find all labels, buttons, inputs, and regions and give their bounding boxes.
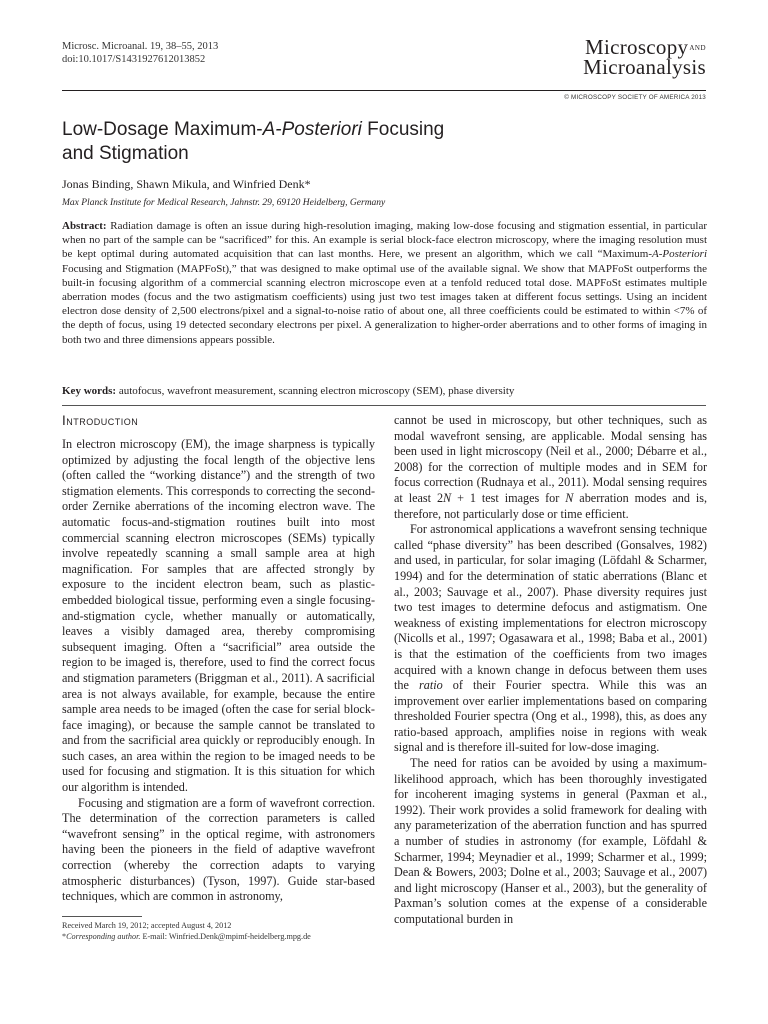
keywords-label: Key words: — [62, 385, 117, 397]
abstract-text-italic: A-Posteriori — [652, 248, 707, 261]
abstract-label: Abstract: — [62, 220, 107, 232]
paragraph — [394, 413, 707, 522]
corresponding-author — [62, 932, 311, 943]
journal-logo — [526, 35, 706, 79]
abstract-text-1: Radiation damage is often an issue during high-resolution imaging, making low-dose focusing and stigmation essential, in particular when no part of the sample can be “sacrificed” for this. An example is serial block-face electron microscopy, where the imaging resolution must be kept optimal during automated acquisition that can last months. Here, we present an algorithm, which we call “Maximum- — [62, 220, 707, 261]
paper-title — [62, 118, 662, 166]
received-date: Received March 19, 2012; accepted August 4, 2012 — [62, 921, 232, 930]
left-column — [62, 437, 375, 905]
title-part-1: Low-Dosage Maximum- — [62, 119, 263, 140]
journal-reference: Microsc. Microanal. 19, 38–55, 2013 — [62, 41, 219, 52]
logo-line-2: Microanalysis — [583, 55, 706, 79]
right-column — [394, 413, 707, 928]
text-run: + 1 test images for — [451, 490, 566, 505]
math-var: N — [443, 490, 452, 505]
footnote-rule — [62, 916, 142, 917]
title-line-2: and Stigmation — [62, 143, 189, 164]
logo-word-microscopy: Microscopy — [585, 35, 689, 59]
text-run: of their Fourier spectra. While this was an improvement over earlier implementations based on comparing thresholded Fourier spectra (Ong et al., 1998), this, as does any ratio-based approach, amplifies noise in regions with weak signal and is therefore ill-suited for low-dose imaging. — [394, 678, 708, 755]
paragraph — [394, 522, 707, 756]
copyright: © MICROSCOPY SOCIETY OF AMERICA 2013 — [564, 94, 706, 101]
section-heading-introduction: Introduction — [62, 413, 139, 428]
abstract — [62, 219, 707, 347]
text-run: aberration modes and is, therefore, not particularly dose or time efficient. — [394, 490, 708, 521]
doi: doi:10.1017/S1431927612013852 — [62, 54, 206, 65]
header-rule — [62, 90, 706, 91]
paragraph: In electron microscopy (EM), the image sharpness is typically optimized by adjusting the focal length of the objective lens (often called the “working distance”) and the strength of two stigmation elements. This corresponds to correcting the second-order Zernike aberrations of the incoming electron wave. The automatic focus-and-stigmation routines built into most commercial scanning electron microscopes (SEMs) typically involve repeatedly scanning a small sample area at high magnification. For samples that are affected strongly by exposure to the incident electron beam, such as plastic-embedded biological tissue, performing even a single focusing-and-stigmation cycle, whether manually or automatically, leaves a visibly damaged area, thereby compromising subsequent imaging. Often a “sacrificial” area outside the region to be imaged is, therefore, used to find the correct focus and stigmation parameters (Briggman et al., 2011). A sacrificial area is not always available, for example, because the entire sample area needs to be imaged (often the case for serial block-face imaging), or because the sample cannot be translated to and from the sacrificial area quickly or reproducibly enough. In such cases, an area within the region to be imaged needs to be used for focusing and stigmation. It is this situation for which our algorithm is intended. — [62, 437, 375, 795]
text-run: For astronomical applications a wavefront sensing technique called “phase diversity” has been described (Gonsalves, 1982) and used, in particular, for solar imaging (Löfdahl & Scharmer, 1994) and for the determination of static aberrations (Blanc et al., 2003; Sauvage et al., 2007). Phase diversity requires just two test images to determine defocus and astigmatism. One weakness of existing implementations for electron microscopy (Nicolls et al., 1997; Ogasawara et al., 1998; Baba et al., 2001) is that the estimation of the coefficients from two images acquired with a known change in defocus between them uses the — [394, 522, 707, 693]
text-run: cannot be used in microscopy, but other techniques, such as modal wavefront sensing, are applicable. Modal sensing has been used in light microscopy (Neil et al., 2000; Débarre et al., 2008) for the correction of multiple modes and in SEM for focus correction (Rudnaya et al., 2011). Modal sensing requires at least 2 — [394, 413, 707, 505]
corresponding-label: Corresponding author. — [66, 931, 141, 941]
title-part-2: A-Posteriori — [262, 119, 362, 140]
abstract-text-2: Focusing and Stigmation (MAPFoSt),” that was designed to make optimal use of the available signal. We show that MAPFoSt outperforms the built-in focusing algorithm of a commercial scanning electron microscope even at a tenfold reduced total dose. MAPFoSt estimates multiple aberration modes (focus and the two astigmatism coefficients) using just two test images taken at different focus settings. Using an incident electron dose density of 2,500 electrons/pixel and a signal-to-noise ratio of about one, all three coefficients could be estimated to within <7% of the depth of focus, using 19 detected secondary electrons per pixel. A generalization to higher-order aberrations and to other forms of imaging in both two and three dimensions appears possible. — [62, 262, 707, 346]
title-part-3: Focusing — [361, 119, 445, 140]
footnote-mark: * — [62, 931, 67, 941]
keywords-text: autofocus, wavefront measurement, scanning electron microscopy (SEM), phase diversity — [116, 385, 515, 397]
paragraph: The need for ratios can be avoided by using a maximum-likelihood approach, which has been thoroughly investigated for incoherent imaging systems in general (Paxman et al., 1992). Their work provides a solid framework for dealing with any parameterization of the aberration function and has spurred a number of studies in astronomy (for example, Löfdahl & Scharmer, 1994; Meynadier et al., 1999; Scharmer et al., 1999; Dean & Bowers, 2003; Dolne et al., 2003; Sauvage et al., 2007) and light microscopy (Hanser et al., 2003), but the generality of Paxman’s solution comes at the expense of a considerable computational burden in — [394, 756, 707, 926]
corresponding-email: E-mail: Winfried.Denk@mpimf-heidelberg.mpg.de — [140, 931, 311, 941]
logo-and: AND — [689, 44, 706, 52]
keywords-rule — [62, 405, 706, 406]
authors: Jonas Binding, Shawn Mikula, and Winfried Denk* — [62, 177, 311, 191]
footnotes — [62, 921, 311, 943]
emphasis: ratio — [419, 678, 443, 693]
math-var: N — [565, 490, 574, 505]
affiliation: Max Planck Institute for Medical Research, Jahnstr. 29, 69120 Heidelberg, Germany — [62, 198, 386, 208]
journal-meta — [62, 40, 218, 66]
keywords — [62, 384, 707, 398]
paragraph: Focusing and stigmation are a form of wavefront correction. The determination of the correction parameters is called “wavefront sensing” in the optical regime, with astronomers having been the pioneers in the field of adaptive wavefront correction (whereby the correction adapts to varying atmospheric disturbances) (Tyson, 1997). Guide star-based techniques, which are common in astronomy, — [62, 795, 375, 904]
